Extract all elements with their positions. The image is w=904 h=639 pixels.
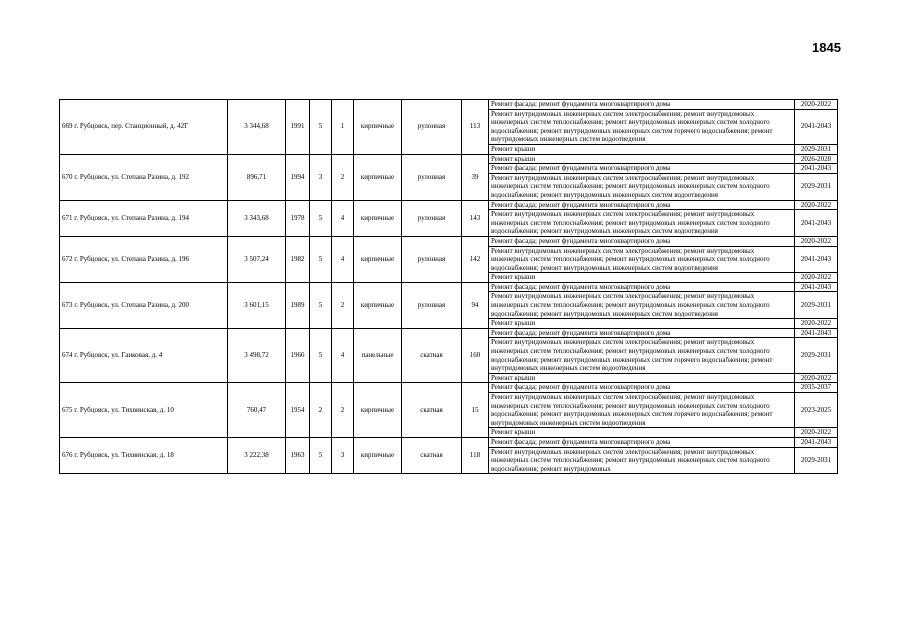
row-number: 675 [62, 405, 73, 414]
address-text: г. Рубцовск, ул. Степана Разина, д. 192 [74, 172, 190, 181]
address-text: г. Рубцовск, ул. Тихвинская, д. 18 [74, 451, 174, 460]
work-description-cell: Ремонт фасада; ремонт фундамента многоквартирного дома [489, 282, 795, 292]
work-description-cell: Ремонт внутридомовых инженерных систем электроснабжения; ремонт внутридомовых инженерных систем теплоснабжения; ремонт внутридомовых инженерных систем холодного водоснабжения; ремонт внутридомовых инженерных систем водоотведения [489, 210, 795, 237]
area-cell: 760,47 [228, 383, 286, 438]
roof-type-cell: рулонная [402, 200, 462, 236]
page-number: 1845 [812, 40, 841, 55]
year-cell: 1991 [286, 100, 310, 155]
roof-type-cell: рулонная [402, 282, 462, 328]
house-address-cell [60, 154, 228, 200]
table-row [60, 282, 838, 292]
work-description-cell: Ремонт крыши [489, 273, 795, 283]
area-cell: 3 222,38 [228, 437, 286, 473]
address-text: г. Рубцовск, ул. Тихвинская, д. 10 [74, 405, 174, 414]
work-period-cell: 2020-2022 [795, 236, 838, 246]
work-period-cell: 2020-2022 [795, 200, 838, 210]
work-period-cell: 2041-2043 [795, 437, 838, 447]
apartments-cell: 143 [462, 200, 489, 236]
apartments-cell: 15 [462, 383, 489, 438]
work-period-cell: 2041-2043 [795, 164, 838, 174]
entrances-cell: 2 [332, 154, 354, 200]
address-text: г. Рубцовск, пер. Станционный, д. 42Г [74, 122, 189, 131]
address-text: г. Рубцовск, ул. Степана Разина, д. 194 [74, 213, 190, 222]
roof-type-cell: рулонная [402, 154, 462, 200]
year-cell: 1966 [286, 328, 310, 383]
apartments-cell: 94 [462, 282, 489, 328]
roof-type-cell: скатная [402, 437, 462, 473]
row-number: 670 [62, 172, 73, 181]
house-address-cell [60, 200, 228, 236]
work-period-cell: 2020-2022 [795, 428, 838, 438]
entrances-cell: 2 [332, 282, 354, 328]
wall-material-cell: кирпичные [354, 282, 402, 328]
floors-cell: 5 [310, 236, 332, 282]
address-text: г. Рубцовск, ул. Степана Разина, д. 196 [74, 255, 190, 264]
year-cell: 1954 [286, 383, 310, 438]
wall-material-cell: кирпичные [354, 154, 402, 200]
wall-material-cell: кирпичные [354, 383, 402, 438]
work-period-cell: 2020-2022 [795, 273, 838, 283]
roof-type-cell: скатная [402, 383, 462, 438]
table-row [60, 236, 838, 246]
area-cell: 896,71 [228, 154, 286, 200]
work-description-cell: Ремонт внутридомовых инженерных систем электроснабжения; ремонт внутридомовых инженерных систем теплоснабжения; ремонт внутридомовых инженерных систем холодного водоснабжения; ремонт внутридомовых инженерных систем горячего водоснабжения; ремонт внутридомовых инженерных систем водоотведения [489, 338, 795, 373]
work-period-cell: 2041-2043 [795, 246, 838, 273]
year-cell: 1982 [286, 236, 310, 282]
floors-cell: 5 [310, 328, 332, 383]
year-cell: 1989 [286, 282, 310, 328]
work-description-cell: Ремонт внутридомовых инженерных систем электроснабжения; ремонт внутридомовых инженерных систем теплоснабжения; ремонт внутридомовых инженерных систем холодного водоснабжения; ремонт внутридомовых [489, 447, 795, 474]
work-description-cell: Ремонт крыши [489, 319, 795, 329]
wall-material-cell: кирпичные [354, 437, 402, 473]
work-description-cell: Ремонт фасада; ремонт фундамента многоквартирного дома [489, 236, 795, 246]
work-description-cell: Ремонт фасада; ремонт фундамента многоквартирного дома [489, 328, 795, 338]
work-description-cell: Ремонт крыши [489, 373, 795, 383]
wall-material-cell: кирпичные [354, 236, 402, 282]
apartments-cell: 160 [462, 328, 489, 383]
work-period-cell: 2029-2031 [795, 292, 838, 319]
work-description-cell: Ремонт внутридомовых инженерных систем электроснабжения; ремонт внутридомовых инженерных систем теплоснабжения; ремонт внутридомовых инженерных систем холодного водоснабжения; ремонт внутридомовых инженерных систем горячего водоснабжения; ремонт внутридомовых инженерных систем водоотведения [489, 109, 795, 144]
work-period-cell: 2041-2043 [795, 328, 838, 338]
work-description-cell: Ремонт внутридомовых инженерных систем электроснабжения; ремонт внутридомовых инженерных систем теплоснабжения; ремонт внутридомовых инженерных систем холодного водоснабжения; ремонт внутридомовых инженерных систем водоотведения [489, 246, 795, 273]
floors-cell: 5 [310, 200, 332, 236]
work-description-cell: Ремонт внутридомовых инженерных систем электроснабжения; ремонт внутридомовых инженерных систем теплоснабжения; ремонт внутридомовых инженерных систем холодного водоснабжения; ремонт внутридомовых инженерных систем водоотведения [489, 292, 795, 319]
table-row [60, 328, 838, 338]
row-number: 669 [62, 122, 73, 131]
house-address-cell [60, 282, 228, 328]
work-description-cell: Ремонт фасада; ремонт фундамента многоквартирного дома [489, 383, 795, 393]
work-period-cell: 2023-2025 [795, 393, 838, 428]
row-number: 671 [62, 213, 73, 222]
work-period-cell: 2041-2043 [795, 282, 838, 292]
address-text: г. Рубцовск, ул. Степана Разина, д. 200 [74, 301, 190, 310]
entrances-cell: 2 [332, 383, 354, 438]
floors-cell: 3 [310, 154, 332, 200]
apartments-cell: 39 [462, 154, 489, 200]
work-description-cell: Ремонт фасада; ремонт фундамента многоквартирного дома [489, 200, 795, 210]
row-number: 673 [62, 301, 73, 310]
table-row [60, 200, 838, 210]
work-description-cell: Ремонт фасада; ремонт фундамента многоквартирного дома [489, 437, 795, 447]
roof-type-cell: скатная [402, 328, 462, 383]
roof-type-cell: рулонная [402, 100, 462, 155]
wall-material-cell: кирпичные [354, 100, 402, 155]
work-period-cell: 2029-2031 [795, 338, 838, 373]
work-period-cell: 2029-2031 [795, 144, 838, 154]
address-text: г. Рубцовск, ул. Ганковая, д. 4 [74, 351, 163, 360]
house-address-cell [60, 383, 228, 438]
work-period-cell: 2041-2043 [795, 109, 838, 144]
area-cell: 3 498,72 [228, 328, 286, 383]
year-cell: 1994 [286, 154, 310, 200]
table-body [60, 100, 838, 474]
apartments-cell: 118 [462, 437, 489, 473]
work-description-cell: Ремонт фасада; ремонт фундамента многоквартирного дома [489, 100, 795, 110]
work-period-cell: 2020-2022 [795, 319, 838, 329]
area-cell: 3 343,68 [228, 200, 286, 236]
work-period-cell: 2020-2022 [795, 373, 838, 383]
apartments-cell: 142 [462, 236, 489, 282]
wall-material-cell: кирпичные [354, 200, 402, 236]
work-description-cell: Ремонт крыши [489, 428, 795, 438]
floors-cell: 2 [310, 383, 332, 438]
house-address-cell [60, 100, 228, 155]
entrances-cell: 4 [332, 236, 354, 282]
entrances-cell: 1 [332, 100, 354, 155]
year-cell: 1978 [286, 200, 310, 236]
table-row [60, 100, 838, 110]
floors-cell: 5 [310, 282, 332, 328]
area-cell: 3 344,68 [228, 100, 286, 155]
area-cell: 3 601,15 [228, 282, 286, 328]
table-row [60, 437, 838, 447]
table-row [60, 383, 838, 393]
house-address-cell [60, 236, 228, 282]
row-number: 676 [62, 451, 73, 460]
work-period-cell: 2035-2037 [795, 383, 838, 393]
work-description-cell: Ремонт крыши [489, 154, 795, 164]
work-description-cell: Ремонт внутридомовых инженерных систем электроснабжения; ремонт внутридомовых инженерных систем теплоснабжения; ремонт внутридомовых инженерных систем холодного водоснабжения; ремонт внутридомовых инженерных систем горячего водоснабжения; ремонт внутридомовых инженерных систем водоотведения [489, 393, 795, 428]
entrances-cell: 4 [332, 200, 354, 236]
entrances-cell: 4 [332, 328, 354, 383]
year-cell: 1963 [286, 437, 310, 473]
row-number: 674 [62, 351, 73, 360]
entrances-cell: 3 [332, 437, 354, 473]
work-description-cell: Ремонт внутридомовых инженерных систем электроснабжения; ремонт внутридомовых инженерных систем теплоснабжения; ремонт внутридомовых инженерных систем холодного водоснабжения; ремонт внутридомовых инженерных систем водоотведения [489, 173, 795, 200]
work-period-cell: 2020-2022 [795, 100, 838, 110]
table-row [60, 154, 838, 164]
apartments-cell: 113 [462, 100, 489, 155]
floors-cell: 5 [310, 437, 332, 473]
house-address-cell [60, 437, 228, 473]
house-address-cell [60, 328, 228, 383]
work-period-cell: 2029-2031 [795, 173, 838, 200]
floors-cell: 5 [310, 100, 332, 155]
roof-type-cell: рулонная [402, 236, 462, 282]
housing-repair-table [59, 99, 838, 474]
wall-material-cell: панельные [354, 328, 402, 383]
work-period-cell: 2029-2031 [795, 447, 838, 474]
row-number: 672 [62, 255, 73, 264]
work-period-cell: 2026-2028 [795, 154, 838, 164]
work-description-cell: Ремонт фасада; ремонт фундамента многоквартирного дома [489, 164, 795, 174]
area-cell: 3 507,24 [228, 236, 286, 282]
work-description-cell: Ремонт крыши [489, 144, 795, 154]
work-period-cell: 2041-2043 [795, 210, 838, 237]
